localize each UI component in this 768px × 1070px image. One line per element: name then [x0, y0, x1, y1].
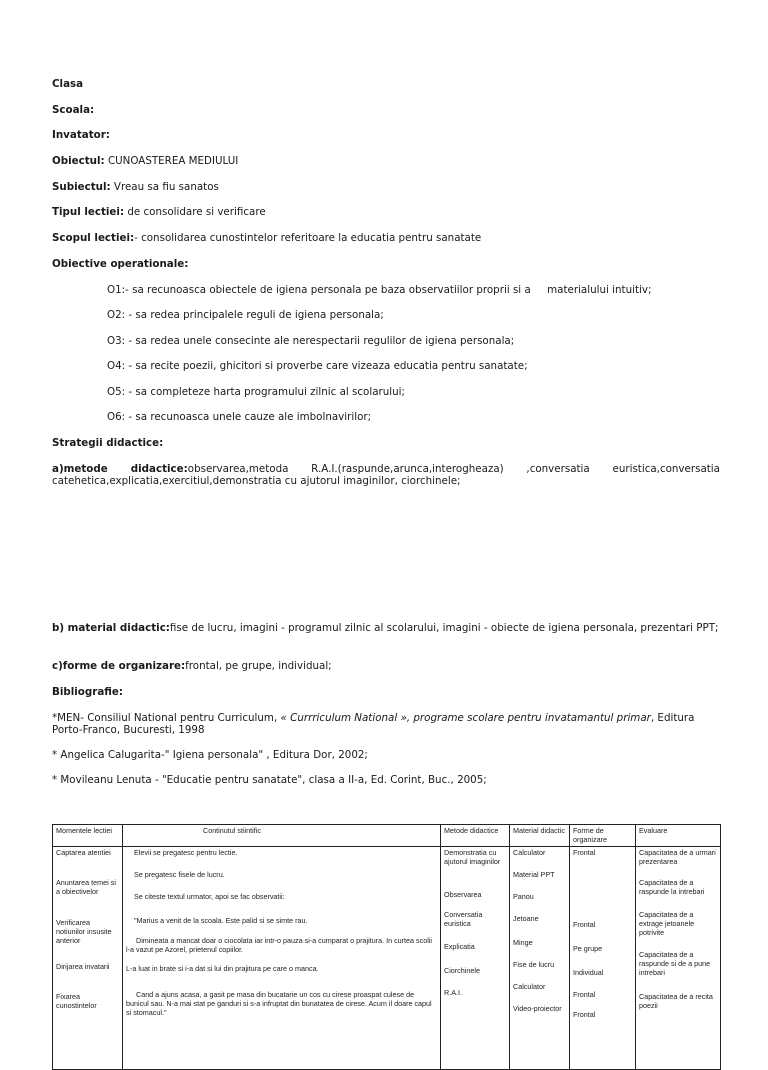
- continut-paragraph: Elevii se pregatesc pentru lectie.: [134, 848, 238, 857]
- forme-item: Frontal: [573, 990, 596, 999]
- material-didactic: [52, 622, 720, 634]
- objective-item: O5: - sa completeze harta programului zilnic al scolarului;: [107, 386, 405, 398]
- tipul-value: de consolidare si verificare: [127, 206, 266, 218]
- metode-line-2: catehetica,explicatia,exercitiul,demonstratia cu ajutorul imaginilor, ciorchinele;: [52, 475, 461, 487]
- forme-value: frontal, pe grupe, individual;: [185, 660, 332, 672]
- material-value: fise de lucru, imagini - programul zilnic al scolarului, imagini - obiecte de igiena personala, prezentari PPT;: [169, 622, 719, 634]
- metode-label: a)metode didactice:: [52, 463, 188, 475]
- continut-paragraph: Cand a ajuns acasa, a gasit pe masa din bucatarie un cos cu cirese proaspat culese de bunicul sau. N-a mai stat pe ganduri si s-a infruptat din bunatatea de cirese. Acum il doare capul si stomacul.": [126, 990, 432, 1017]
- forme-cell: [570, 847, 636, 1070]
- material-item: Fise de lucru: [513, 960, 555, 969]
- material-item: Material PPT: [513, 870, 555, 879]
- continut-paragraph: Se pregatesc fisele de lucru.: [134, 870, 225, 879]
- metode-value: observarea,metoda R.A.I.(raspunde,arunca,interogheaza) ,conversatia euristica,conversatia: [187, 463, 720, 475]
- strategies-heading: Strategii didactice:: [52, 437, 164, 449]
- forme-item: Frontal: [573, 1010, 596, 1019]
- evaluare-item: Capacitatea de a raspunde si de a pune intrebari: [639, 950, 711, 977]
- subiectul-row: [52, 181, 219, 193]
- objective-item: O2: - sa redea principalele reguli de igiena personala;: [107, 309, 384, 321]
- table-header-cell: Momentele lectiei: [53, 825, 123, 847]
- bibliography-entry-1: [52, 712, 720, 736]
- bibliography-entry-1-prefix: *MEN- Consiliul National pentru Curriculum,: [52, 712, 281, 724]
- bibliography-entry-3: * Movileanu Lenuta - "Educatie pentru sanatate", clasa a II-a, Ed. Corint, Buc., 2005;: [52, 774, 487, 786]
- table-header-row: [53, 825, 721, 847]
- forme-item: Pe grupe: [573, 944, 603, 953]
- objectives-heading: Obiective operationale:: [52, 258, 189, 270]
- objective-item: O4: - sa recite poezii, ghicitori si proverbe care vizeaza educatia pentru sanatate;: [107, 360, 528, 372]
- forme-item: Frontal: [573, 920, 596, 929]
- material-cell: [510, 847, 570, 1070]
- momente-cell: [53, 847, 123, 1070]
- metode-item: Ciorchinele: [444, 966, 480, 975]
- material-item: Panou: [513, 892, 534, 901]
- table-header-cell: Continutul stiintific: [123, 825, 441, 847]
- table-header-cell: Metode didactice: [441, 825, 510, 847]
- metode-didactice: [52, 463, 720, 487]
- momente-item: Anuntarea temei si a obiectivelor: [56, 878, 116, 896]
- tipul-row: [52, 206, 266, 218]
- obiectul-label: Obiectul:: [52, 155, 105, 167]
- clasa-label: Clasa: [52, 78, 84, 90]
- continut-cell: [123, 847, 441, 1070]
- continut-paragraph: L-a luat in brate si i-a dat si lui din prajitura pe care o manca.: [126, 964, 319, 973]
- invatator-label: Invatator:: [52, 129, 110, 141]
- bibliography-entry-1-suffix: , Editura Porto-Franco, Bucuresti, 1998: [52, 712, 695, 736]
- continut-paragraph: Se citeste textul urmator, apoi se fac observatii:: [134, 892, 285, 901]
- forme-label: c)forme de organizare:: [52, 660, 186, 672]
- material-item: Jetoane: [513, 914, 539, 923]
- metode-item: Conversatia euristica: [444, 910, 483, 928]
- material-item: Calculator: [513, 982, 546, 991]
- material-item: Video-proiector: [513, 1004, 562, 1013]
- material-item: Calculator: [513, 848, 546, 857]
- evaluare-item: Capacitatea de a recita poezii: [639, 992, 713, 1010]
- bibliography-entry-2: * Angelica Calugarita-" Igiena personala" , Editura Dor, 2002;: [52, 749, 368, 761]
- momente-item: Dirijarea invatarii: [56, 962, 110, 971]
- metode-item: Observarea: [444, 890, 482, 899]
- metode-item: R.A.I.: [444, 988, 462, 997]
- continut-paragraph: Dimineata a mancat doar o ciocolata iar intr-o pauza si-a cumparat o prajitura. In curtea scolii l-a vazut pe Azorel, prietenul copiilor.: [126, 936, 433, 954]
- objective-item: O3: - sa redea unele consecinte ale nerespectarii regulilor de igiena personala;: [107, 335, 515, 347]
- scopul-value: - consolidarea cunostintelor referitoare la educatia pentru sanatate: [134, 232, 482, 244]
- scopul-row: [52, 232, 481, 244]
- momente-item: Verificarea notiunilor insusite anterior: [56, 918, 112, 945]
- subiectul-label: Subiectul:: [52, 181, 111, 193]
- continut-paragraph: "Marius a venit de la scoala. Este palid si se simte rau.: [134, 916, 308, 925]
- scoala-label: Scoala:: [52, 104, 95, 116]
- objective-item: O6: - sa recunoasca unele cauze ale imbolnavirilor;: [107, 411, 372, 423]
- subiectul-value: Vreau sa fiu sanatos: [113, 181, 219, 193]
- obiectul-row: [52, 155, 238, 167]
- forme-item: Frontal: [573, 848, 596, 857]
- table-header-cell: Material didactic: [510, 825, 570, 847]
- bibliography-heading: Bibliografie:: [52, 686, 124, 698]
- material-label: b) material didactic:: [52, 622, 170, 634]
- metode-line-1: [52, 463, 720, 475]
- evaluare-item: Capacitatea de a urmari prezentarea: [639, 848, 716, 866]
- metode-item: Explicatia: [444, 942, 475, 951]
- table-header-cell: Forme de organizare: [570, 825, 636, 847]
- tipul-label: Tipul lectiei:: [52, 206, 125, 218]
- evaluare-item: Capacitatea de a extrage jetoanele potrivite: [639, 910, 695, 937]
- forme-item: Individual: [573, 968, 604, 977]
- table-header-cell: Evaluare: [636, 825, 721, 847]
- momente-item: Captarea atentiei: [56, 848, 111, 857]
- evaluare-cell: [636, 847, 721, 1070]
- bibliography-entry-1-title: « Currriculum National », programe scolare pentru invatamantul primar: [280, 712, 651, 724]
- metode-cell: [441, 847, 510, 1070]
- scopul-label: Scopul lectiei:: [52, 232, 135, 244]
- obiectul-value: CUNOASTEREA MEDIULUI: [107, 155, 239, 167]
- lesson-table: [52, 824, 721, 1070]
- forme-organizare: [52, 660, 332, 672]
- objective-item: O1:- sa recunoasca obiectele de igiena personala pe baza observatiilor proprii si a materialului intuitiv;: [107, 284, 652, 296]
- table-row: [53, 847, 721, 1070]
- momente-item: Fixarea cunostintelor: [56, 992, 97, 1010]
- metode-item: Demonstratia cu ajutorul imaginilor: [444, 848, 501, 866]
- evaluare-item: Capacitatea de a raspunde la intrebari: [639, 878, 705, 896]
- material-item: Minge: [513, 938, 533, 947]
